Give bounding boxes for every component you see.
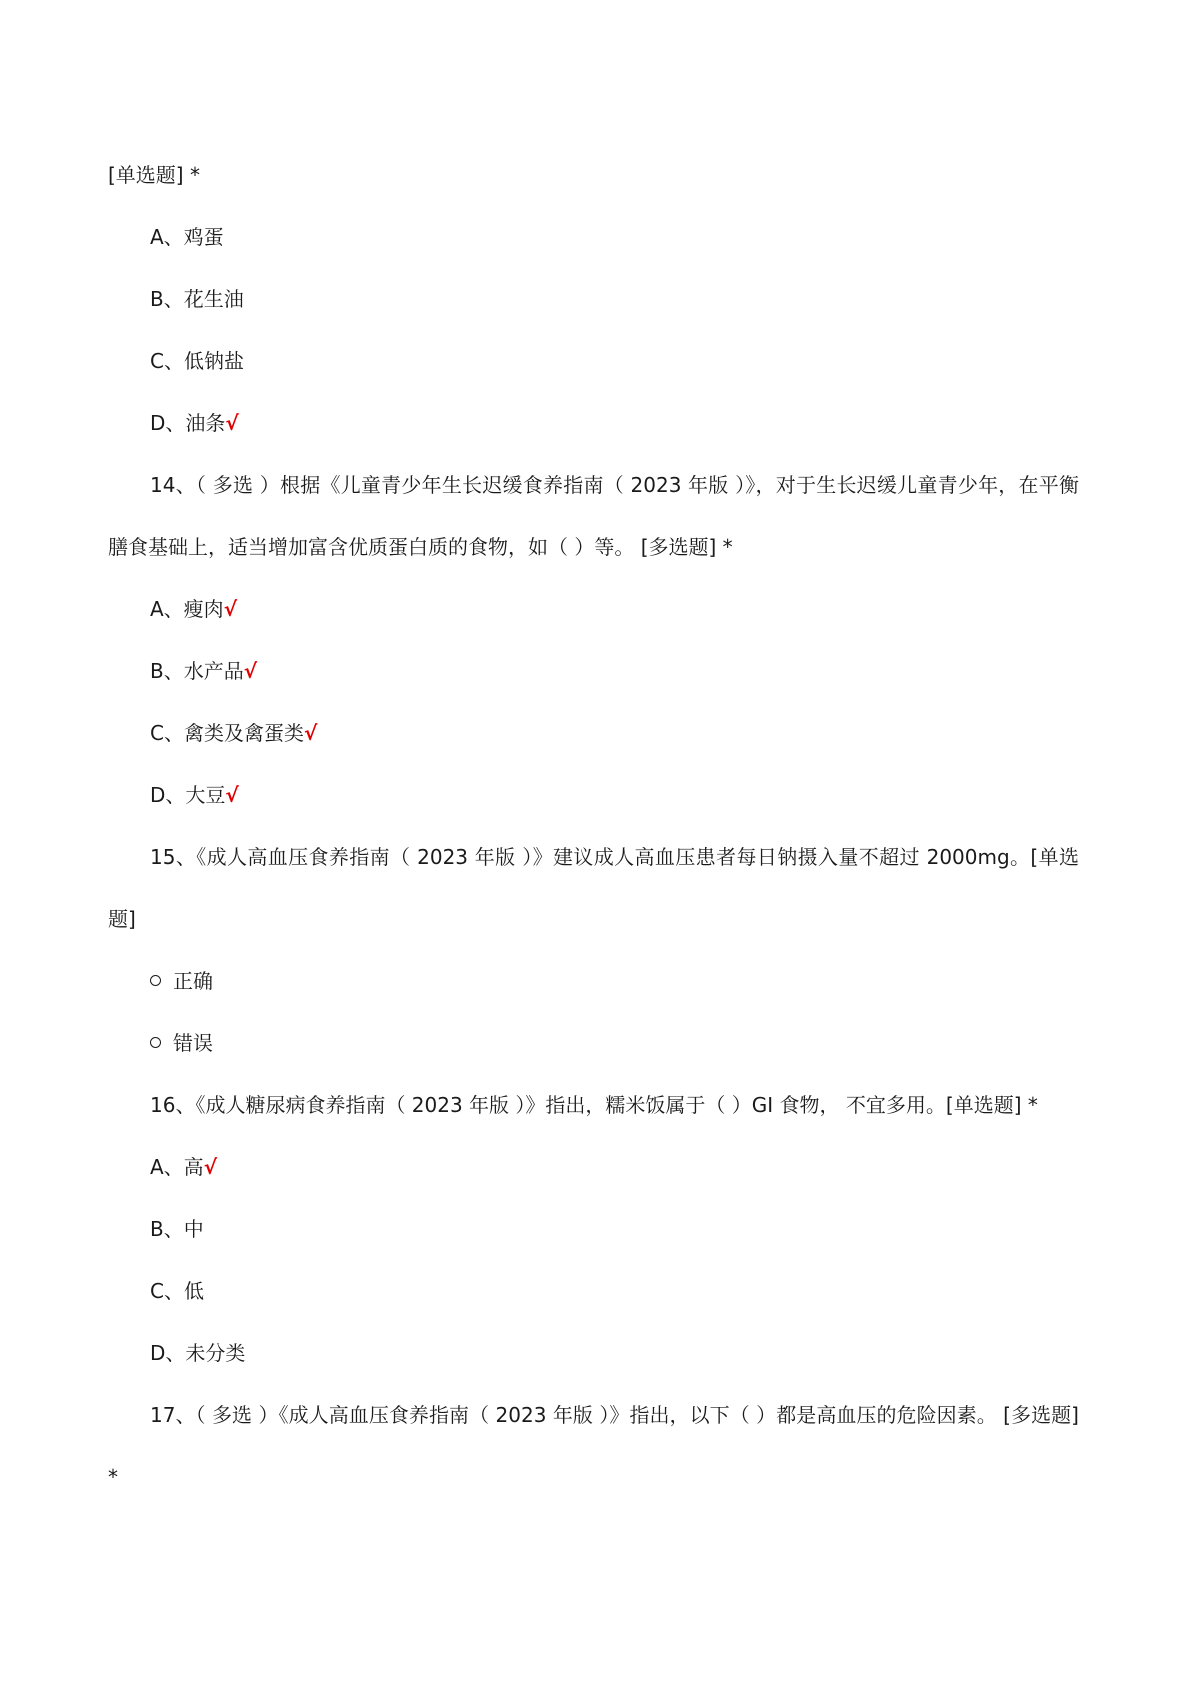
q13-option-c xyxy=(150,347,244,375)
q13-type-label: [单选题] * xyxy=(108,163,200,187)
q14-option-d xyxy=(150,781,239,809)
option-text: C、低钠盐 xyxy=(150,349,244,373)
q15-option-false[interactable] xyxy=(150,1029,213,1057)
q14-option-c xyxy=(150,719,317,747)
option-text: B、花生油 xyxy=(150,287,244,311)
q13-option-b xyxy=(150,285,244,313)
q16-option-c xyxy=(150,1277,204,1305)
option-text: C、禽类及禽蛋类 xyxy=(150,721,304,745)
check-mark: √ xyxy=(225,783,239,807)
option-text: D、大豆 xyxy=(150,783,226,807)
q14-question-line1: 14、（ 多选 ）根据《儿童青少年生长迟缓食养指南（ 2023 年版 ）》，对于生长迟缓儿童青少年，在平衡 xyxy=(150,473,1079,497)
q14-question-line2: 膳食基础上，适当增加富含优质蛋白质的食物，如（ ）等。 [多选题] * xyxy=(108,535,733,559)
option-text: D、油条 xyxy=(150,411,226,435)
check-mark: √ xyxy=(303,721,318,745)
check-mark: √ xyxy=(225,411,239,435)
option-text: 正确 xyxy=(173,969,213,993)
q15-question-line2: 题] xyxy=(108,907,136,931)
q15-option-true[interactable] xyxy=(150,967,213,995)
option-text: B、中 xyxy=(150,1217,204,1241)
radio-circle-icon[interactable] xyxy=(150,1037,161,1048)
option-text: A、高 xyxy=(150,1155,204,1179)
option-text: C、低 xyxy=(150,1279,204,1303)
q14-option-a xyxy=(150,595,237,623)
radio-circle-icon[interactable] xyxy=(150,975,161,986)
q17-question-line2: * xyxy=(108,1465,118,1489)
q17-question-line1: 17、（ 多选 ）《成人高血压食养指南（ 2023 年版 ）》指出，以下（ ）都是高血压的危险因素。 [多选题] xyxy=(150,1403,1079,1427)
q16-option-b xyxy=(150,1215,204,1243)
check-mark: √ xyxy=(223,597,238,621)
check-mark: √ xyxy=(243,659,258,683)
option-text: 错误 xyxy=(173,1031,213,1055)
q14-option-b xyxy=(150,657,257,685)
q15-question-line1: 15、《成人高血压食养指南（ 2023 年版 ）》建议成人高血压患者每日钠摄入量不超过 2000mg。[单选 xyxy=(150,845,1079,869)
option-text: A、瘦肉 xyxy=(150,597,224,621)
option-text: D、未分类 xyxy=(150,1341,246,1365)
option-text: B、水产品 xyxy=(150,659,244,683)
option-text: A、鸡蛋 xyxy=(150,225,224,249)
q16-question-line1: 16、《成人糖尿病食养指南（ 2023 年版 ）》指出，糯米饭属于（ ）GI 食物， 不宜多用。[单选题] * xyxy=(150,1093,1038,1117)
q13-option-a xyxy=(150,223,224,251)
check-mark: √ xyxy=(203,1155,218,1179)
q13-option-d xyxy=(150,409,239,437)
q16-option-d xyxy=(150,1339,245,1367)
q16-option-a xyxy=(150,1153,217,1181)
